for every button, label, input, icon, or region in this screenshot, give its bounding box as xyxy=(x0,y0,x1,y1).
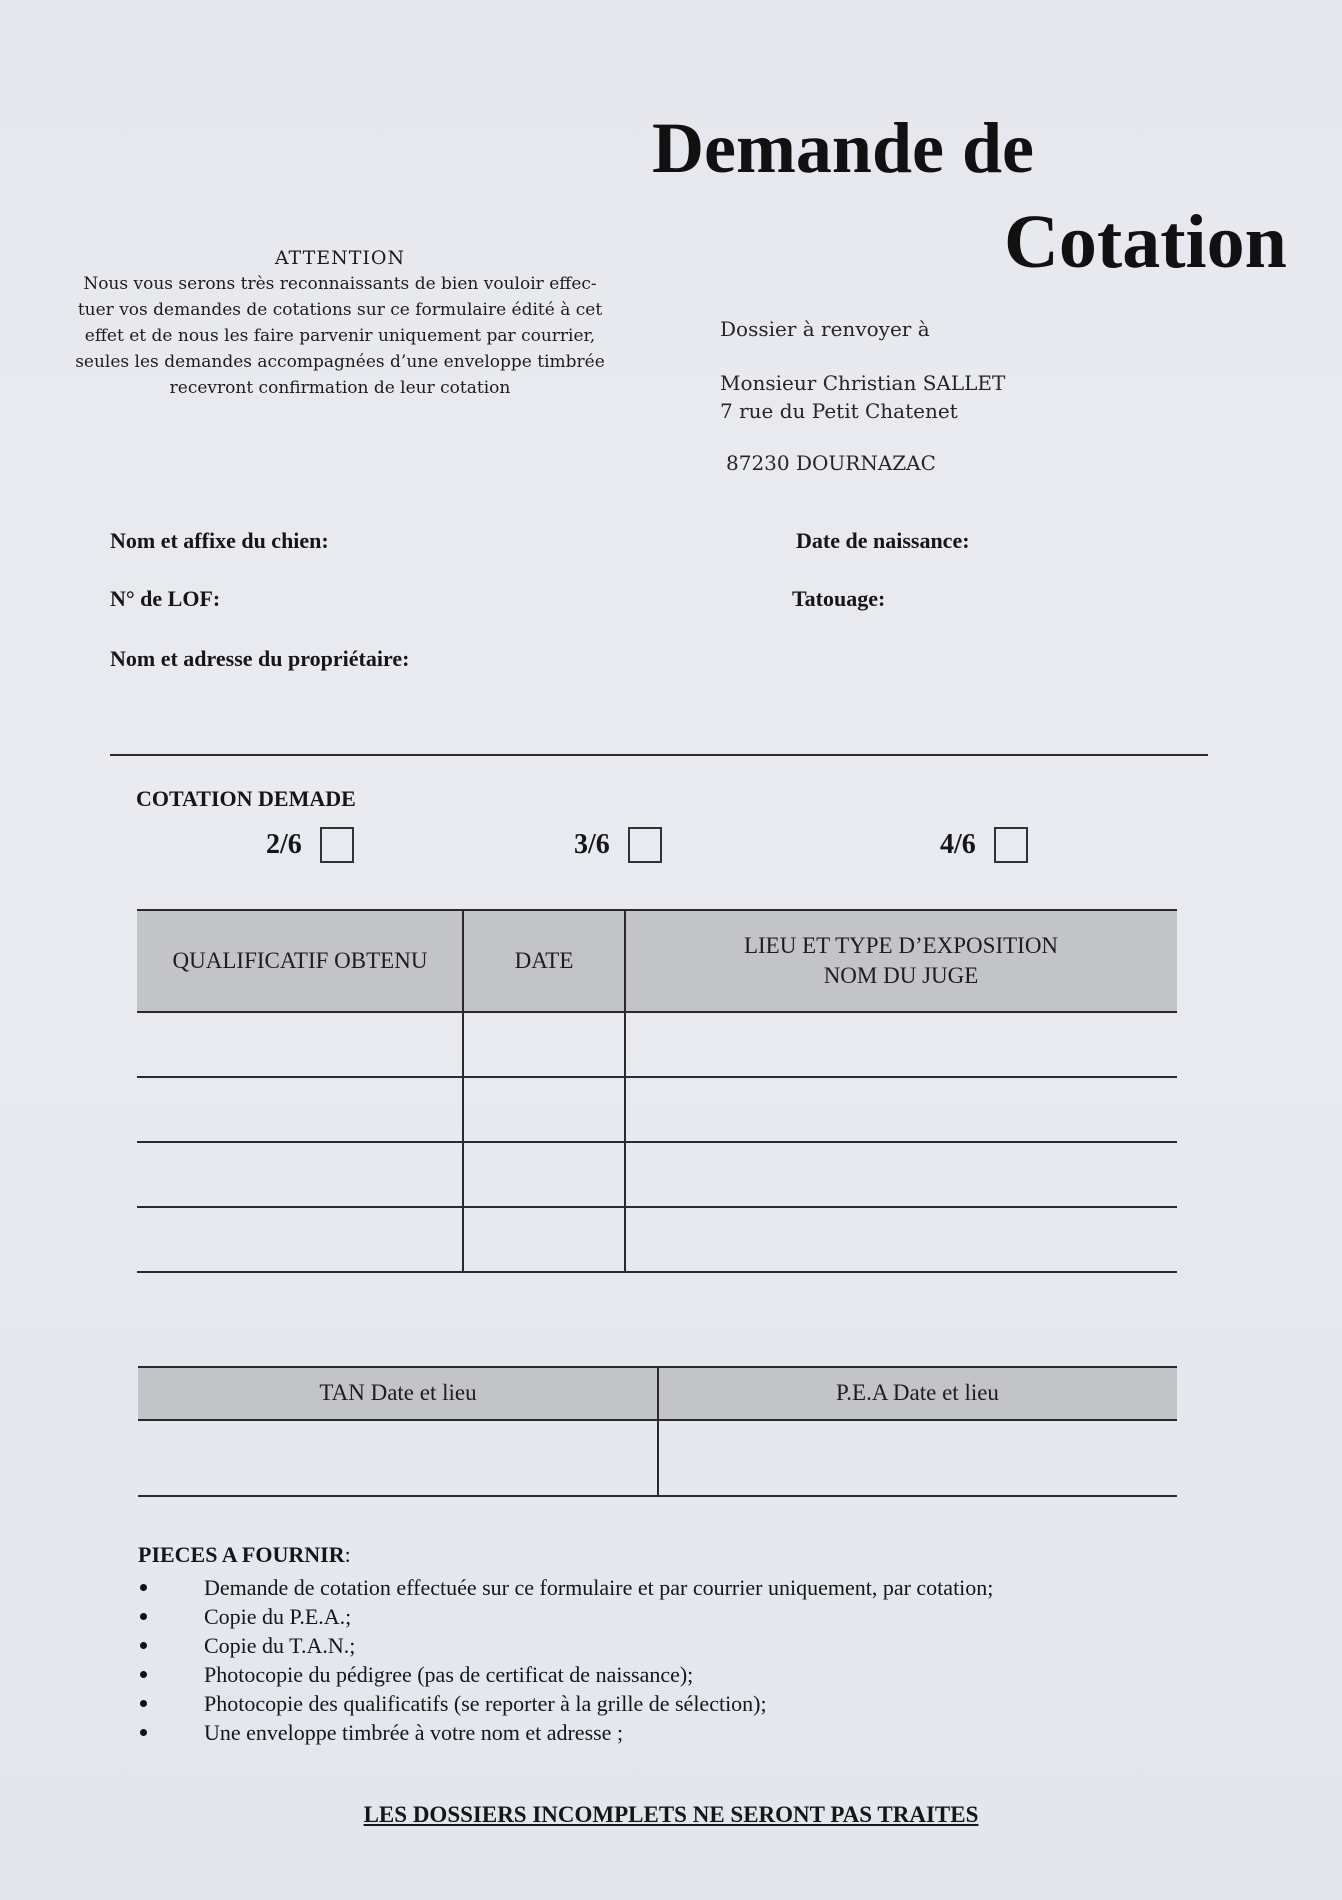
lieu-cell[interactable] xyxy=(628,1209,1175,1269)
table-border xyxy=(137,1141,1177,1143)
return-address xyxy=(720,315,1005,477)
address-intro: Dossier à renvoyer à xyxy=(720,317,930,341)
owner-label: Nom et adresse du propriétaire: xyxy=(110,646,410,671)
col-header-lieu xyxy=(625,910,1177,1012)
dog-name-input[interactable] xyxy=(370,526,780,556)
cotation-option-4-6 xyxy=(940,827,1028,863)
required-documents-heading: PIECES A FOURNIR xyxy=(138,1542,345,1567)
cotation-option-label: 4/6 xyxy=(940,829,976,860)
attention-line: effet et de nous les faire parvenir uniquement par courrier, xyxy=(84,326,596,346)
col-header-pea xyxy=(658,1367,1177,1419)
table-border xyxy=(657,1366,659,1496)
birth-date-label: Date de naissance: xyxy=(796,528,970,553)
table-border xyxy=(137,1206,1177,1208)
cotation-4-6-checkbox[interactable] xyxy=(994,827,1028,863)
lof-label: N° de LOF: xyxy=(110,586,221,611)
separator-line xyxy=(110,754,1208,756)
col-header-qualificatif xyxy=(137,910,463,1012)
attention-line: tuer vos demandes de cotations sur ce formulaire édité à cet xyxy=(77,300,603,320)
tan-cell[interactable] xyxy=(141,1422,655,1492)
attention-line: Nous vous serons très reconnaissants de bien vouloir effec- xyxy=(83,274,597,294)
col-header-text: TAN Date et lieu xyxy=(319,1380,477,1405)
cotation-option-label: 3/6 xyxy=(574,829,610,860)
list-item: Une enveloppe timbrée à votre nom et adresse ; xyxy=(138,1718,993,1747)
attention-line: recevront confirmation de leur cotation xyxy=(169,378,511,398)
date-cell[interactable] xyxy=(466,1144,622,1204)
list-item: Copie du T.A.N.; xyxy=(138,1631,993,1660)
date-cell[interactable] xyxy=(466,1079,622,1139)
form-title-line2: Cotation xyxy=(1004,200,1287,284)
pea-cell[interactable] xyxy=(661,1422,1175,1492)
list-item: Copie du P.E.A.; xyxy=(138,1602,993,1631)
tattoo-label: Tatouage: xyxy=(792,586,886,611)
attention-heading: ATTENTION xyxy=(274,247,406,269)
date-cell[interactable] xyxy=(466,1209,622,1269)
cotation-2-6-checkbox[interactable] xyxy=(320,827,354,863)
heading-colon: : xyxy=(344,1542,351,1567)
required-documents xyxy=(138,1540,993,1747)
qualificatif-cell[interactable] xyxy=(140,1079,460,1139)
list-item: Photocopie des qualificatifs (se reporter à la grille de sélection); xyxy=(138,1689,993,1718)
lof-input[interactable] xyxy=(240,584,770,614)
col-header-tan xyxy=(138,1367,658,1419)
col-header-date xyxy=(463,910,625,1012)
attention-line: seules les demandes accompagnées d’une enveloppe timbrée xyxy=(75,352,605,372)
attention-notice xyxy=(40,245,640,401)
cotation-option-3-6 xyxy=(574,827,662,863)
col-header-text: DATE xyxy=(514,948,574,973)
incomplete-notice: LES DOSSIERS INCOMPLETS NE SERONT PAS TRAITES xyxy=(363,1802,979,1827)
address-city: 87230 DOURNAZAC xyxy=(726,451,936,475)
tattoo-input[interactable] xyxy=(910,584,1200,614)
lieu-cell[interactable] xyxy=(628,1144,1175,1204)
list-item: Photocopie du pédigree (pas de certificat de naissance); xyxy=(138,1660,993,1689)
cotation-title: COTATION DEMADE xyxy=(136,786,356,811)
qualificatif-cell[interactable] xyxy=(140,1014,460,1074)
table-border xyxy=(624,909,626,1272)
lieu-cell[interactable] xyxy=(628,1079,1175,1139)
table-border xyxy=(137,1076,1177,1078)
date-cell[interactable] xyxy=(466,1014,622,1074)
cotation-3-6-checkbox[interactable] xyxy=(628,827,662,863)
table-border xyxy=(462,909,464,1272)
col-header-text: QUALIFICATIF OBTENU xyxy=(172,948,428,973)
col-header-text: NOM DU JUGE xyxy=(823,963,979,988)
qualificatif-cell[interactable] xyxy=(140,1209,460,1269)
required-documents-list xyxy=(138,1573,993,1747)
dog-name-label: Nom et affixe du chien: xyxy=(110,528,329,553)
table-border xyxy=(137,909,1177,911)
lieu-cell[interactable] xyxy=(628,1014,1175,1074)
col-header-text: P.E.A Date et lieu xyxy=(836,1380,999,1405)
qualificatif-cell[interactable] xyxy=(140,1144,460,1204)
form-title-line1: Demande de xyxy=(652,108,1034,188)
list-item: Demande de cotation effectuée sur ce formulaire et par courrier uniquement, par cotation; xyxy=(138,1573,993,1602)
cotation-option-label: 2/6 xyxy=(266,829,302,860)
cotation-option-2-6 xyxy=(266,827,354,863)
table-border xyxy=(137,1271,1177,1273)
address-name: Monsieur Christian SALLET xyxy=(720,371,1006,395)
birth-date-input[interactable] xyxy=(1000,526,1200,556)
address-street: 7 rue du Petit Chatenet xyxy=(720,399,958,423)
col-header-text: LIEU ET TYPE D’EXPOSITION xyxy=(743,933,1059,958)
owner-input[interactable] xyxy=(110,690,1205,750)
table-border xyxy=(137,1011,1177,1013)
